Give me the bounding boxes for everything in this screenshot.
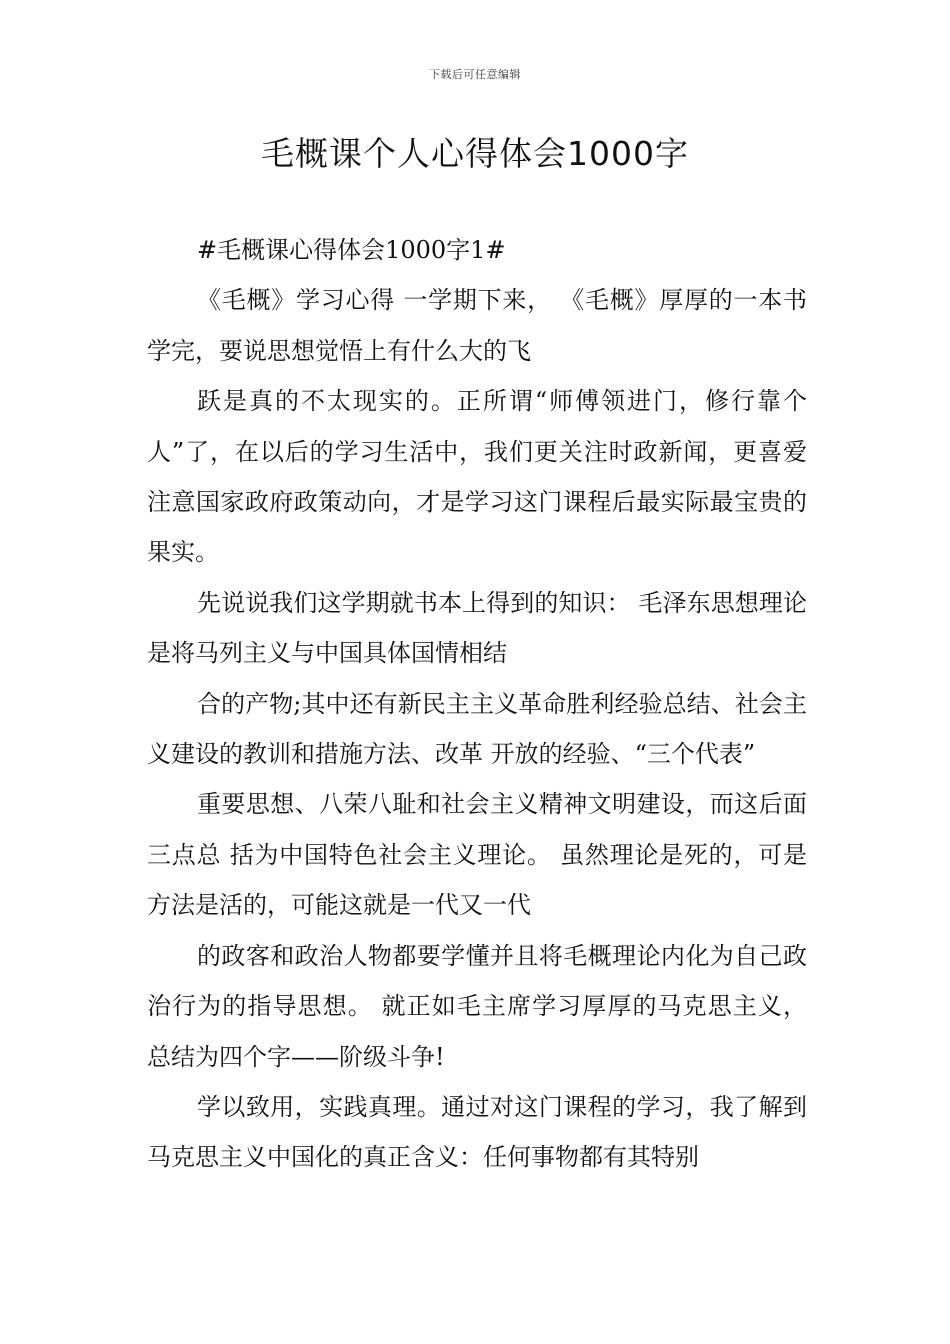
paragraph: 先说说我们这学期就书本上得到的知识： 毛泽东思想理论是将马列主义与中国具体国情相结 [147,588,807,668]
section-heading: #毛概课心得体会1000字1# [197,236,506,264]
header-note: 下载后可任意编辑 [429,68,521,81]
paragraph: 的政客和政治人物都要学懂并且将毛概理论内化为自己政治行为的指导思想。 就正如毛主席学习厚厚的马克思主义， 总结为四个字——阶级斗争! [147,941,807,1071]
paragraph: 《毛概》学习心得 一学期下来， 《毛概》厚厚的一本书学完，要说思想觉悟上有什么大的飞 [147,286,807,365]
paragraph: 重要思想、八荣八耻和社会主义精神文明建设，而这后面三点总 括为中国特色社会主义理论。 虽然理论是死的，可是方法是活的，可能这就是一代又一代 [147,790,807,920]
paragraph: 合的产物;其中还有新民主主义革命胜利经验总结、社会主义建设的教训和措施方法、改革 开放的经验、“三个代表” [147,689,807,769]
paragraph: 跃是真的不太现实的。正所谓“师傅领进门，修行靠个人”了，在以后的学习生活中，我们更关注时政新闻，更喜爱注意国家政府政策动向，才是学习这门课程后最实际最宝贵的果实。 [147,387,807,567]
document-title: 毛概课个人心得体会1000字 [261,134,689,173]
paragraph: 学以致用，实践真理。通过对这门课程的学习，我了解到马克思主义中国化的真正含义：任何事物都有其特别 [147,1092,807,1172]
document-body [147,225,807,1183]
